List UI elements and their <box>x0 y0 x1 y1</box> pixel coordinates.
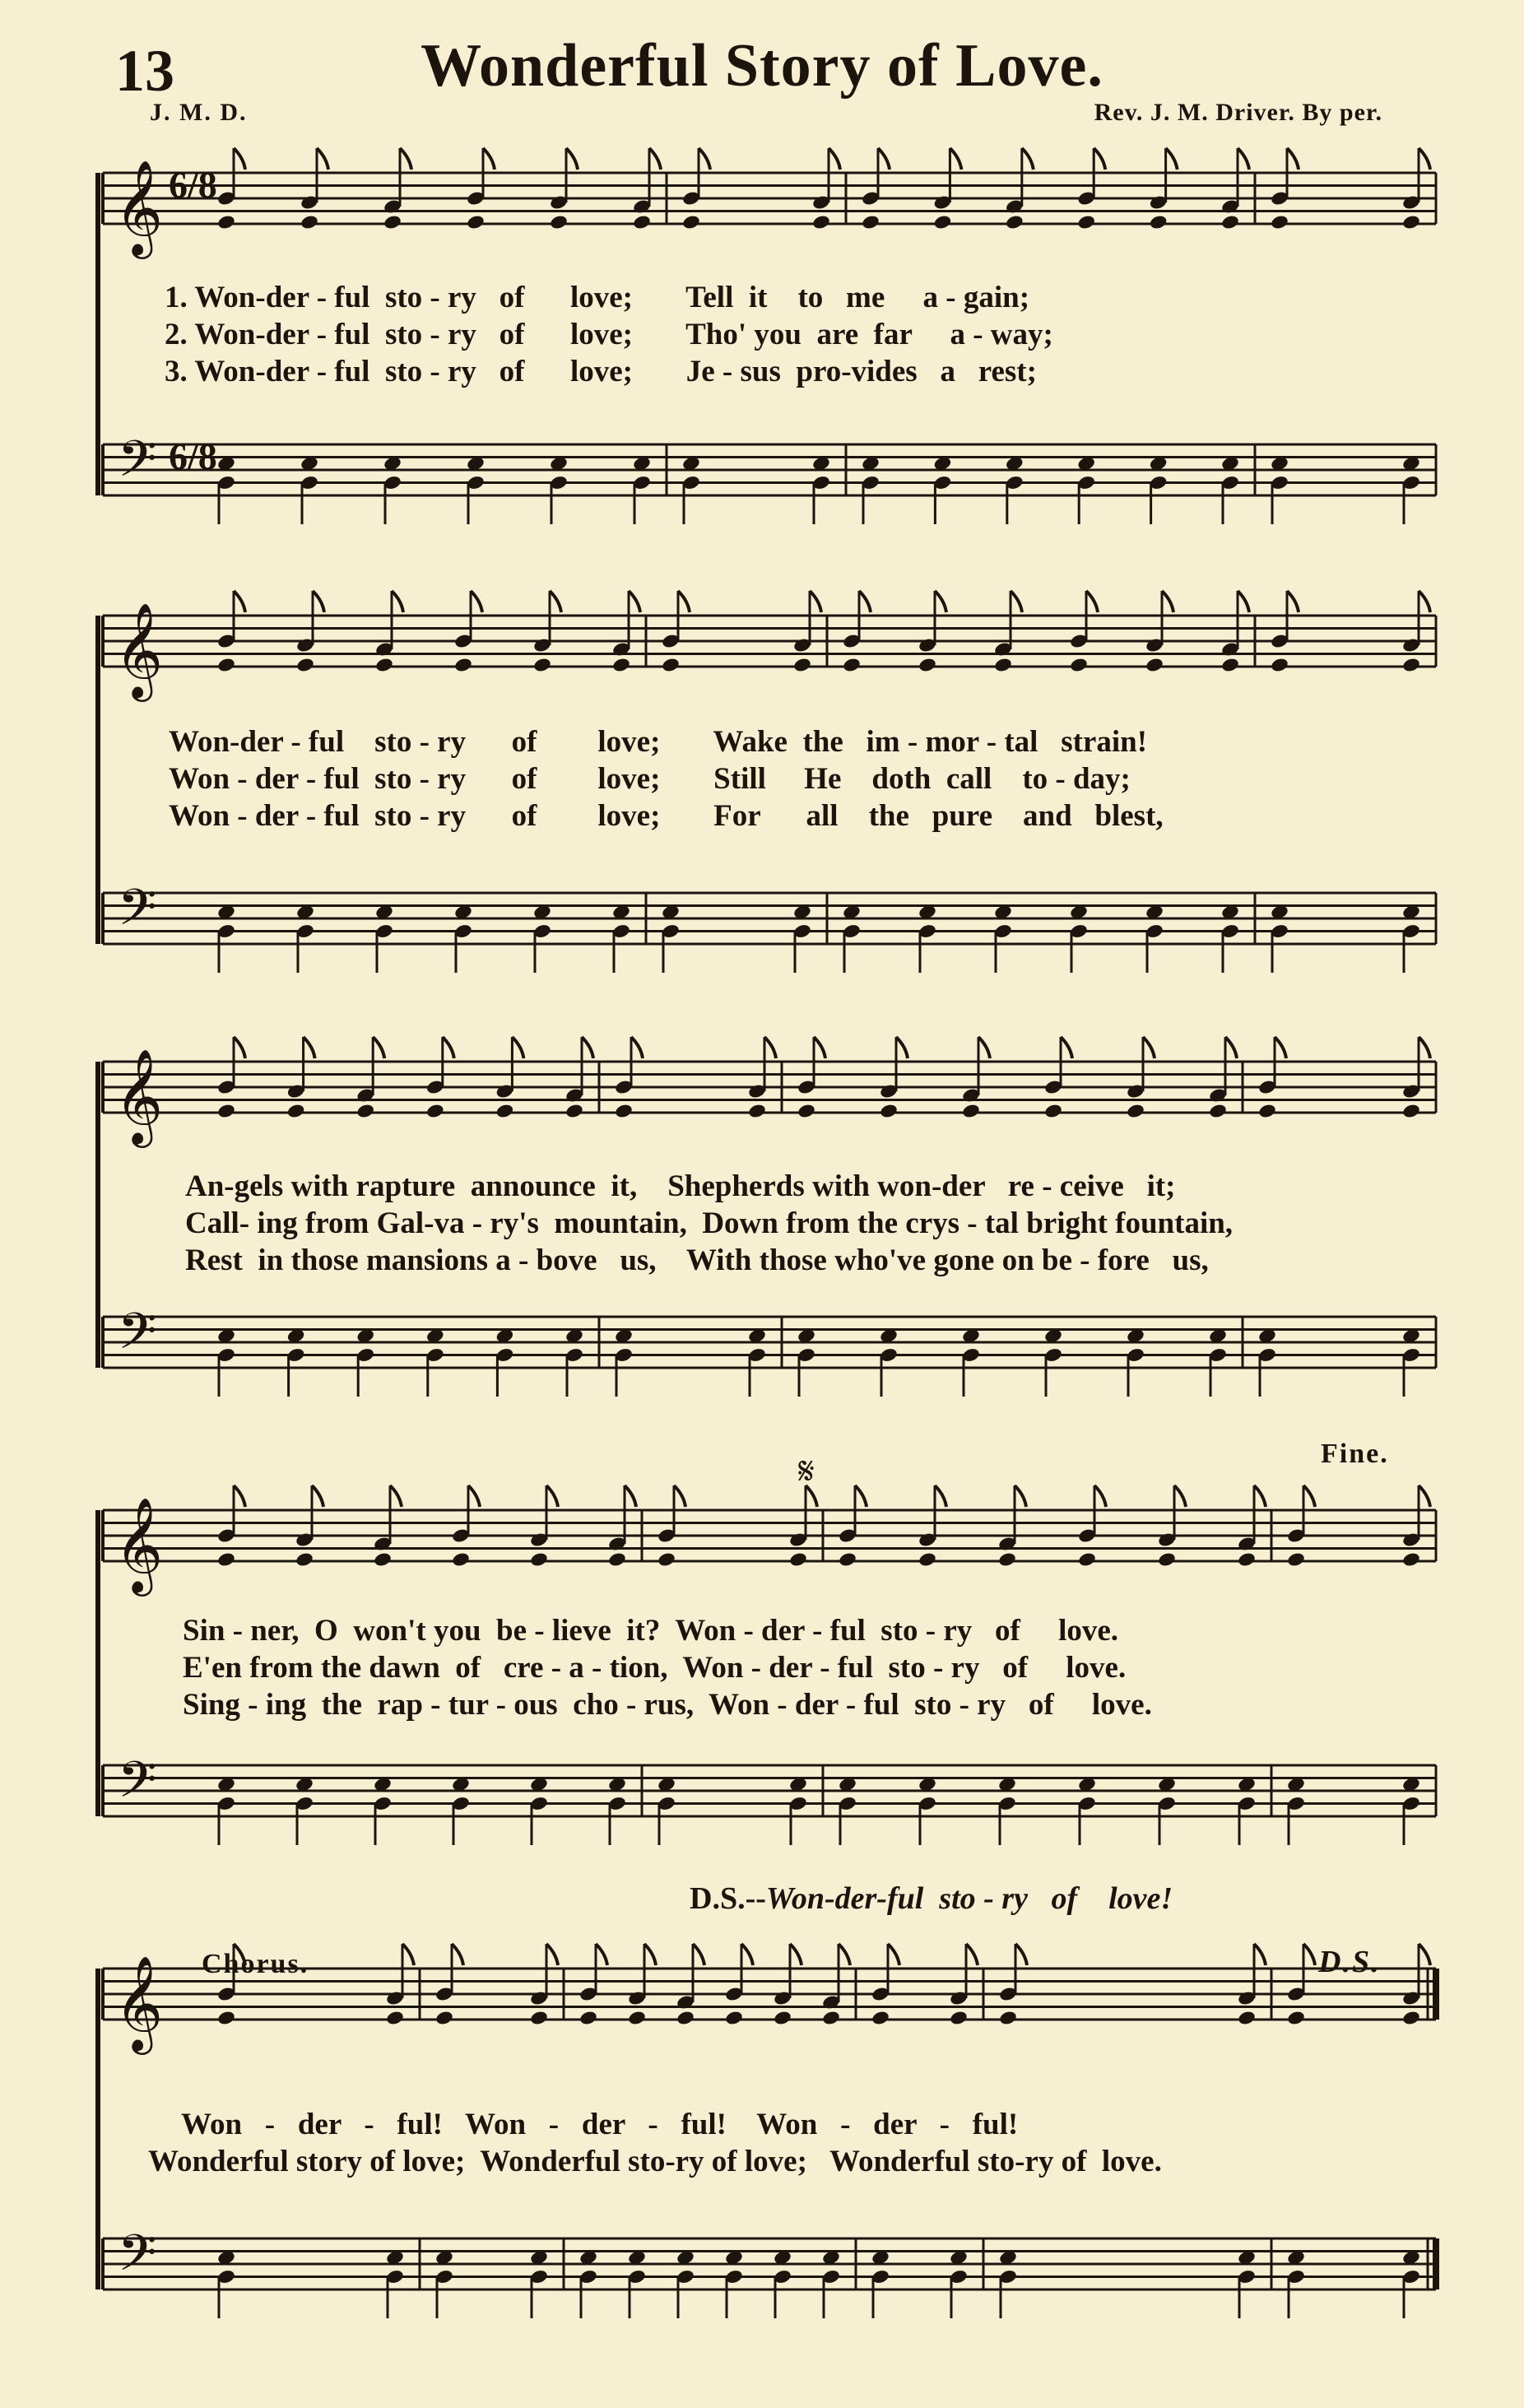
note-flag <box>304 1037 315 1058</box>
notehead <box>997 1551 1017 1568</box>
notehead <box>466 214 486 230</box>
notehead <box>1401 657 1421 673</box>
notehead <box>998 2010 1018 2026</box>
lyric-line-s1-v2: 2. Won-der - ful sto - ry of love; Tho' you are far a - way; <box>165 318 1053 351</box>
ds-instruction: D.S.--Won-der-ful sto - ry of love! <box>690 1881 1173 1916</box>
note-flag <box>1303 1485 1315 1507</box>
note-flag <box>1015 1485 1026 1507</box>
page-number: 13 <box>115 38 174 104</box>
note-flag <box>317 148 328 170</box>
note-flag <box>935 1485 946 1507</box>
lyric-line-s5-v2: Wonderful story of love; Wonderful sto-ry of love; Wonderful sto-ry of love. <box>148 2145 1162 2178</box>
note-flag <box>693 1944 704 1965</box>
notehead <box>1401 1551 1421 1568</box>
ds-marker: D.S. <box>1318 1945 1381 1979</box>
note-flag <box>234 1485 245 1507</box>
note-flag <box>468 1485 480 1507</box>
treble-clef-icon: 𝄞 <box>114 1955 164 2051</box>
note-flag <box>550 591 561 612</box>
notehead <box>681 214 701 230</box>
notehead <box>216 2010 236 2026</box>
notehead <box>842 657 862 673</box>
note-flag <box>390 1485 402 1507</box>
note-flag <box>392 591 403 612</box>
note-flag <box>644 1944 656 1965</box>
notehead <box>861 214 880 230</box>
note-flag <box>1225 1037 1237 1058</box>
bass-clef-icon: 𝄢 <box>118 1750 157 1822</box>
notehead <box>286 1103 306 1119</box>
notehead <box>1220 214 1240 230</box>
bass-clef-icon: 𝄢 <box>118 1302 157 1374</box>
notehead <box>578 2010 598 2026</box>
note-flag <box>625 1485 636 1507</box>
notehead <box>1237 2010 1257 2026</box>
lyric-line-s1-v1: 1. Won-der - ful sto - ry of love; Tell it to me a - gain; <box>165 281 1030 314</box>
notehead <box>1077 1551 1097 1568</box>
chorus-label: Chorus. <box>202 1949 309 1979</box>
notehead <box>1257 1103 1277 1119</box>
note-flag <box>859 591 871 612</box>
lyric-line-s2-v2: Won - der - ful sto - ry of love; Still He doth call to - day; <box>169 762 1131 796</box>
note-flag <box>582 1037 593 1058</box>
note-flag <box>810 591 821 612</box>
note-flag <box>1162 591 1173 612</box>
notehead <box>434 2010 454 2026</box>
note-flag <box>1419 1037 1430 1058</box>
notehead <box>676 2010 695 2026</box>
lyric-line-s4-v2: E'en from the dawn of cre - a - tion, Won - der - ful sto - ry of love. <box>183 1651 1127 1685</box>
fine-label: Fine. <box>1321 1439 1389 1469</box>
notehead <box>1069 657 1089 673</box>
note-flag <box>1086 591 1098 612</box>
note-flag <box>878 148 890 170</box>
lyric-line-s4-v3: Sing - ing the rap - tur - ous cho - rus, Won - der - ful sto - ry of love. <box>183 1688 1152 1722</box>
notehead <box>993 657 1013 673</box>
notehead <box>1270 214 1289 230</box>
notehead <box>949 2010 969 2026</box>
notehead <box>627 2010 647 2026</box>
notehead <box>216 214 236 230</box>
note-flag <box>566 148 578 170</box>
note-flag <box>452 1944 463 1965</box>
note-flag <box>814 1037 825 1058</box>
notehead <box>1145 657 1164 673</box>
notehead <box>1286 2010 1306 2026</box>
note-flag <box>546 1944 558 1965</box>
notehead <box>374 657 394 673</box>
note-flag <box>1287 148 1299 170</box>
author-credit: Rev. J. M. Driver. By per. <box>1094 99 1382 126</box>
notehead <box>216 1551 236 1568</box>
notehead <box>1149 214 1169 230</box>
note-flag <box>699 148 710 170</box>
note-flag <box>1015 1944 1027 1965</box>
notehead <box>1401 214 1421 230</box>
notehead <box>425 1103 445 1119</box>
note-flag <box>1011 591 1022 612</box>
note-flag <box>313 591 324 612</box>
treble-clef-icon: 𝄞 <box>114 1496 164 1592</box>
note-flag <box>888 1944 899 1965</box>
treble-clef-icon: 𝄞 <box>114 602 164 698</box>
notehead <box>300 214 319 230</box>
notehead <box>811 214 831 230</box>
notehead <box>788 1551 808 1568</box>
note-flag <box>1275 1037 1286 1058</box>
bass-clef-icon: 𝄢 <box>118 430 157 501</box>
lyric-line-s3-v3: Rest in those mansions a - bove us, With those who've gone on be - fore us, <box>185 1244 1209 1277</box>
note-flag <box>1419 148 1430 170</box>
note-flag <box>1287 591 1299 612</box>
notehead <box>918 1551 937 1568</box>
notehead <box>565 1103 584 1119</box>
notehead <box>1237 1551 1257 1568</box>
note-flag <box>839 1944 850 1965</box>
notehead <box>1043 1103 1063 1119</box>
notehead <box>295 1551 314 1568</box>
hymn-title: Wonderful Story of Love. <box>420 32 1104 100</box>
note-flag <box>1166 148 1178 170</box>
notehead <box>1208 1103 1228 1119</box>
notehead <box>773 2010 792 2026</box>
notehead <box>747 1103 767 1119</box>
note-flag <box>978 1037 990 1058</box>
segno-icon: 𝄋 <box>798 1448 815 1493</box>
notehead <box>549 214 569 230</box>
note-flag <box>1238 591 1249 612</box>
lyric-line-s5-v1: Won - der - ful! Won - der - ful! Won - der - ful! <box>181 2108 1019 2141</box>
note-flag <box>629 591 640 612</box>
note-flag <box>400 148 411 170</box>
note-flag <box>234 1037 245 1058</box>
note-flag <box>1022 148 1034 170</box>
notehead <box>1270 657 1289 673</box>
note-flag <box>764 1037 776 1058</box>
bass-clef-icon: 𝄢 <box>118 878 157 950</box>
notehead <box>661 657 681 673</box>
notehead <box>611 657 631 673</box>
notehead <box>373 1551 393 1568</box>
notehead <box>1076 214 1096 230</box>
notehead <box>724 2010 744 2026</box>
notehead <box>614 1103 634 1119</box>
notehead <box>657 1551 676 1568</box>
note-flag <box>896 1037 908 1058</box>
composer-credit: J. M. D. <box>150 99 248 126</box>
notehead <box>495 1103 515 1119</box>
notehead <box>838 1551 857 1568</box>
note-flag <box>741 1944 753 1965</box>
note-flag <box>1419 1485 1430 1507</box>
notehead <box>529 1551 549 1568</box>
note-flag <box>674 1485 685 1507</box>
lyric-line-s4-v1: Sin - ner, O won't you be - lieve it? Won - der - ful sto - ry of love. <box>183 1614 1119 1648</box>
notehead <box>1005 214 1025 230</box>
note-flag <box>829 148 840 170</box>
note-flag <box>483 148 495 170</box>
note-flag <box>1061 1037 1072 1058</box>
notehead <box>871 2010 890 2026</box>
lyric-line-s2-v3: Won - der - ful sto - ry of love; For all the pure and blest, <box>169 799 1164 833</box>
notehead <box>216 1103 236 1119</box>
note-flag <box>373 1037 384 1058</box>
notehead <box>295 657 315 673</box>
notehead <box>933 214 953 230</box>
note-flag <box>234 591 245 612</box>
note-flag <box>649 148 661 170</box>
notehead <box>1401 2010 1421 2026</box>
note-flag <box>402 1944 414 1965</box>
notehead <box>216 657 236 673</box>
note-flag <box>1419 1944 1430 1965</box>
notehead <box>879 1103 899 1119</box>
notehead <box>607 1551 627 1568</box>
note-flag <box>512 1037 523 1058</box>
note-flag <box>443 1037 454 1058</box>
note-flag <box>631 1037 643 1058</box>
note-flag <box>1094 148 1105 170</box>
notehead <box>451 1551 471 1568</box>
treble-clef-icon: 𝄞 <box>114 159 164 255</box>
notehead <box>385 2010 405 2026</box>
note-flag <box>935 591 946 612</box>
note-flag <box>546 1485 558 1507</box>
note-flag <box>1238 148 1249 170</box>
note-flag <box>312 1485 323 1507</box>
note-flag <box>234 148 245 170</box>
lyric-line-s3-v1: An-gels with rapture announce it, Shepherds with won-der re - ceive it; <box>185 1169 1176 1203</box>
bass-clef-icon: 𝄢 <box>118 2224 157 2295</box>
notehead <box>961 1103 981 1119</box>
lyric-line-s1-v3: 3. Won-der - ful sto - ry of love; Je - sus pro-vides a rest; <box>165 355 1037 388</box>
lyric-line-s3-v2: Call- ing from Gal-va - ry's mountain, Down from the crys - tal bright fountain, <box>185 1206 1234 1240</box>
notehead <box>632 214 652 230</box>
notehead <box>453 657 473 673</box>
note-flag <box>1303 1944 1315 1965</box>
notehead <box>532 657 552 673</box>
treble-clef-icon: 𝄞 <box>114 1048 164 1144</box>
note-flag <box>1174 1485 1186 1507</box>
notehead <box>1401 1103 1421 1119</box>
note-flag <box>471 591 482 612</box>
note-flag <box>966 1944 978 1965</box>
note-flag <box>596 1944 607 1965</box>
note-flag <box>1254 1485 1266 1507</box>
notehead <box>1286 1551 1306 1568</box>
notehead <box>529 2010 549 2026</box>
note-flag <box>1419 591 1430 612</box>
note-flag <box>855 1485 867 1507</box>
time-signature-bass: 6/8 <box>169 435 217 477</box>
notehead <box>1126 1103 1145 1119</box>
note-flag <box>950 148 961 170</box>
time-signature-treble: 6/8 <box>169 164 217 206</box>
notehead <box>383 214 402 230</box>
notehead <box>1220 657 1240 673</box>
notehead <box>355 1103 375 1119</box>
note-flag <box>678 591 690 612</box>
notehead <box>1157 1551 1177 1568</box>
note-flag <box>1143 1037 1155 1058</box>
note-flag <box>1254 1944 1266 1965</box>
lyric-line-s2-v1: Won-der - ful sto - ry of love; Wake the im - mor - tal strain! <box>169 725 1148 759</box>
note-flag <box>790 1944 801 1965</box>
notehead <box>792 657 812 673</box>
note-flag <box>1094 1485 1106 1507</box>
notehead <box>797 1103 816 1119</box>
notehead <box>821 2010 841 2026</box>
notehead <box>918 657 937 673</box>
